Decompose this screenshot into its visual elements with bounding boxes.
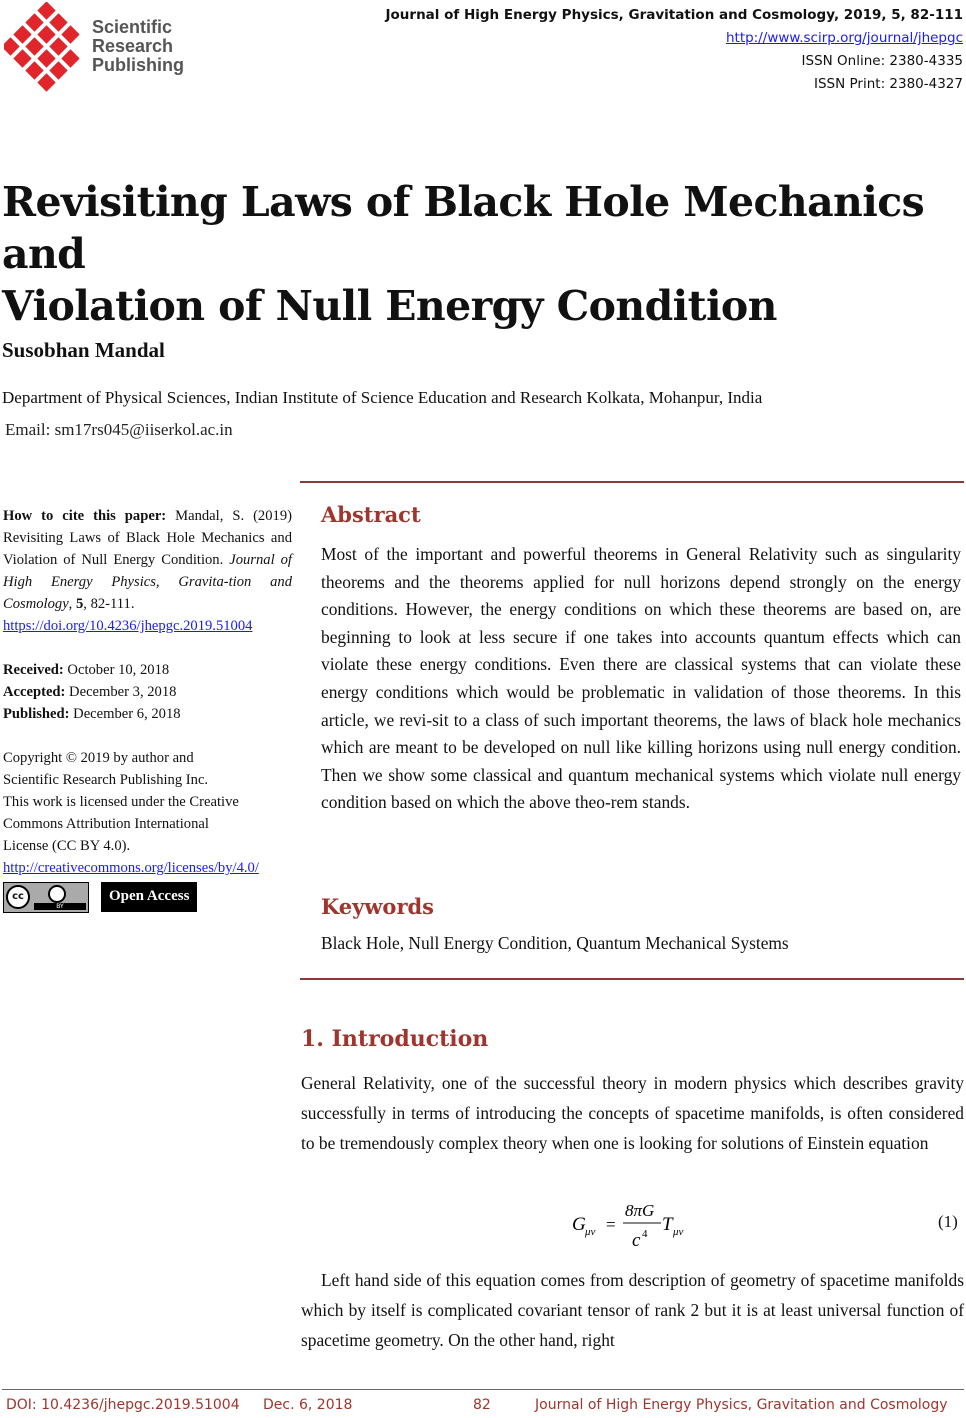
eq-equals: =	[606, 1215, 616, 1234]
footer-doi: DOI: 10.4236/jhepgc.2019.51004	[6, 1397, 240, 1413]
published-value: December 6, 2018	[69, 706, 181, 722]
cite-volume: 5	[75, 596, 84, 612]
paper-title-line: Revisiting Laws of Black Hole Mechanics and	[2, 178, 925, 278]
cc-icon: cc	[6, 885, 30, 909]
journal-name: Journal of High Energy Physics, Gravitation and Cosmology, 2019, 5, 82-111	[385, 7, 963, 23]
abstract-bottom-rule	[300, 978, 964, 980]
publisher-logo-icon	[4, 2, 94, 92]
cc-by-badge[interactable]	[3, 882, 89, 913]
accepted-label: Accepted:	[3, 684, 66, 700]
cite-text: Mandal, S. (2019) Revisiting Laws of Black Hole Mechanics and Violation of Null Energy Condition.	[3, 508, 292, 568]
footer-date: Dec. 6, 2018	[263, 1397, 353, 1413]
received-label: Received:	[3, 662, 64, 678]
sidebar	[3, 505, 292, 913]
citation	[3, 505, 292, 615]
keywords-heading: Keywords	[321, 894, 435, 919]
abstract-text: Most of the important and powerful theorems in General Relativity such as singularity theorems and the theorems applied for null horizons depend strongly on the energy conditions. However, the energy conditions on which these theorems are based on, are beginning to look at less secure if one takes into accounts quantum effects which can violate these energy conditions. Even there are classical systems that can violate these energy conditions which would be problematic in validation of those theorems. In this article, we revi-sit to a class of such important theorems, the laws of black hole mechanics which are meant to be developed on null like killing horizons using null energy condition. Then we show some classical and quantum mechanical systems which violate null energy condition based on which the above theo-rem stands.	[321, 544, 961, 813]
eq-rhs-sub: μν	[673, 1226, 684, 1238]
cite-vol-sep: ,	[68, 596, 76, 612]
equation-number: (1)	[938, 1212, 958, 1231]
license-line: License (CC BY 4.0).	[3, 838, 131, 854]
publisher-name-line: Research	[92, 36, 174, 56]
published-label: Published:	[3, 706, 70, 722]
author-name: Susobhan Mandal	[2, 338, 165, 362]
issn-print: ISSN Print: 2380-4327	[814, 76, 963, 92]
received-value: October 10, 2018	[63, 662, 170, 678]
abstract-top-rule	[300, 481, 964, 483]
publisher-name	[92, 18, 184, 75]
publisher-name-line: Scientific	[92, 17, 173, 37]
eq-denominator: c	[632, 1230, 641, 1251]
eq-rhs: T	[662, 1214, 673, 1235]
doi-link[interactable]: https://doi.org/10.4236/jhepgc.2019.51004	[3, 618, 253, 634]
accepted-date	[3, 681, 292, 703]
page-number: 82	[473, 1397, 491, 1413]
license-line: This work is licensed under the Creative	[3, 794, 239, 810]
cc-by-label: BY	[34, 903, 86, 910]
published-date	[3, 703, 292, 725]
open-access-badge: Open Access	[101, 882, 197, 912]
accepted-value: December 3, 2018	[65, 684, 177, 700]
keywords-text: Black Hole, Null Energy Condition, Quantum Mechanical Systems	[321, 933, 789, 953]
copyright-line: Scientific Research Publishing Inc.	[3, 772, 209, 788]
author-email: Email: sm17rs045@iiserkol.ac.in	[5, 420, 233, 439]
received-date	[3, 659, 292, 681]
equation-1	[572, 1198, 712, 1254]
issn-online: ISSN Online: 2380-4335	[801, 53, 963, 69]
eq-lhs-sub: μν	[585, 1226, 596, 1238]
footer-journal: Journal of High Energy Physics, Gravitation and Cosmology	[535, 1397, 948, 1413]
paper-title	[2, 176, 962, 332]
footer-rule	[2, 1389, 964, 1390]
eq-lhs: G	[572, 1214, 586, 1235]
publisher-name-line: Publishing	[92, 55, 184, 75]
intro-paragraph: Left hand side of this equation comes from description of geometry of spacetime manifolds which by itself is complicated covariant tensor of rank 2 but it is at least universal function of spacetime geometry. On the other hand, right	[301, 1270, 964, 1350]
cite-journal: Journal of High Energy Physics, Gravita-tion and Cosmology	[3, 552, 292, 612]
equation-svg	[572, 1198, 712, 1254]
cite-pages: , 82-111.	[83, 596, 135, 612]
paper-title-line: Violation of Null Energy Condition	[2, 282, 777, 330]
attribution-icon	[48, 885, 66, 903]
copyright-line: Copyright © 2019 by author and	[3, 750, 194, 766]
section-heading-introduction: 1. Introduction	[301, 1026, 489, 1052]
eq-denominator-exp: 4	[642, 1228, 648, 1240]
cite-label: How to cite this paper:	[3, 508, 167, 524]
license-link[interactable]: http://creativecommons.org/licenses/by/4.0/	[3, 860, 259, 876]
eq-numerator: 8πG	[625, 1201, 655, 1220]
intro-paragraph: General Relativity, one of the successful theory in modern physics which describes gravity successfully in terms of introducing the concepts of spacetime manifolds, is often considered to be tremendously complex theory when one is looking for solutions of Einstein equation	[301, 1073, 964, 1153]
abstract-heading: Abstract	[321, 502, 421, 527]
journal-info	[386, 4, 964, 96]
license-line: Commons Attribution International	[3, 816, 209, 832]
affiliation: Department of Physical Sciences, Indian Institute of Science Education and Research Kolkata, Mohanpur, India	[2, 388, 763, 407]
journal-url-link[interactable]: http://www.scirp.org/journal/jhepgc	[725, 30, 963, 46]
